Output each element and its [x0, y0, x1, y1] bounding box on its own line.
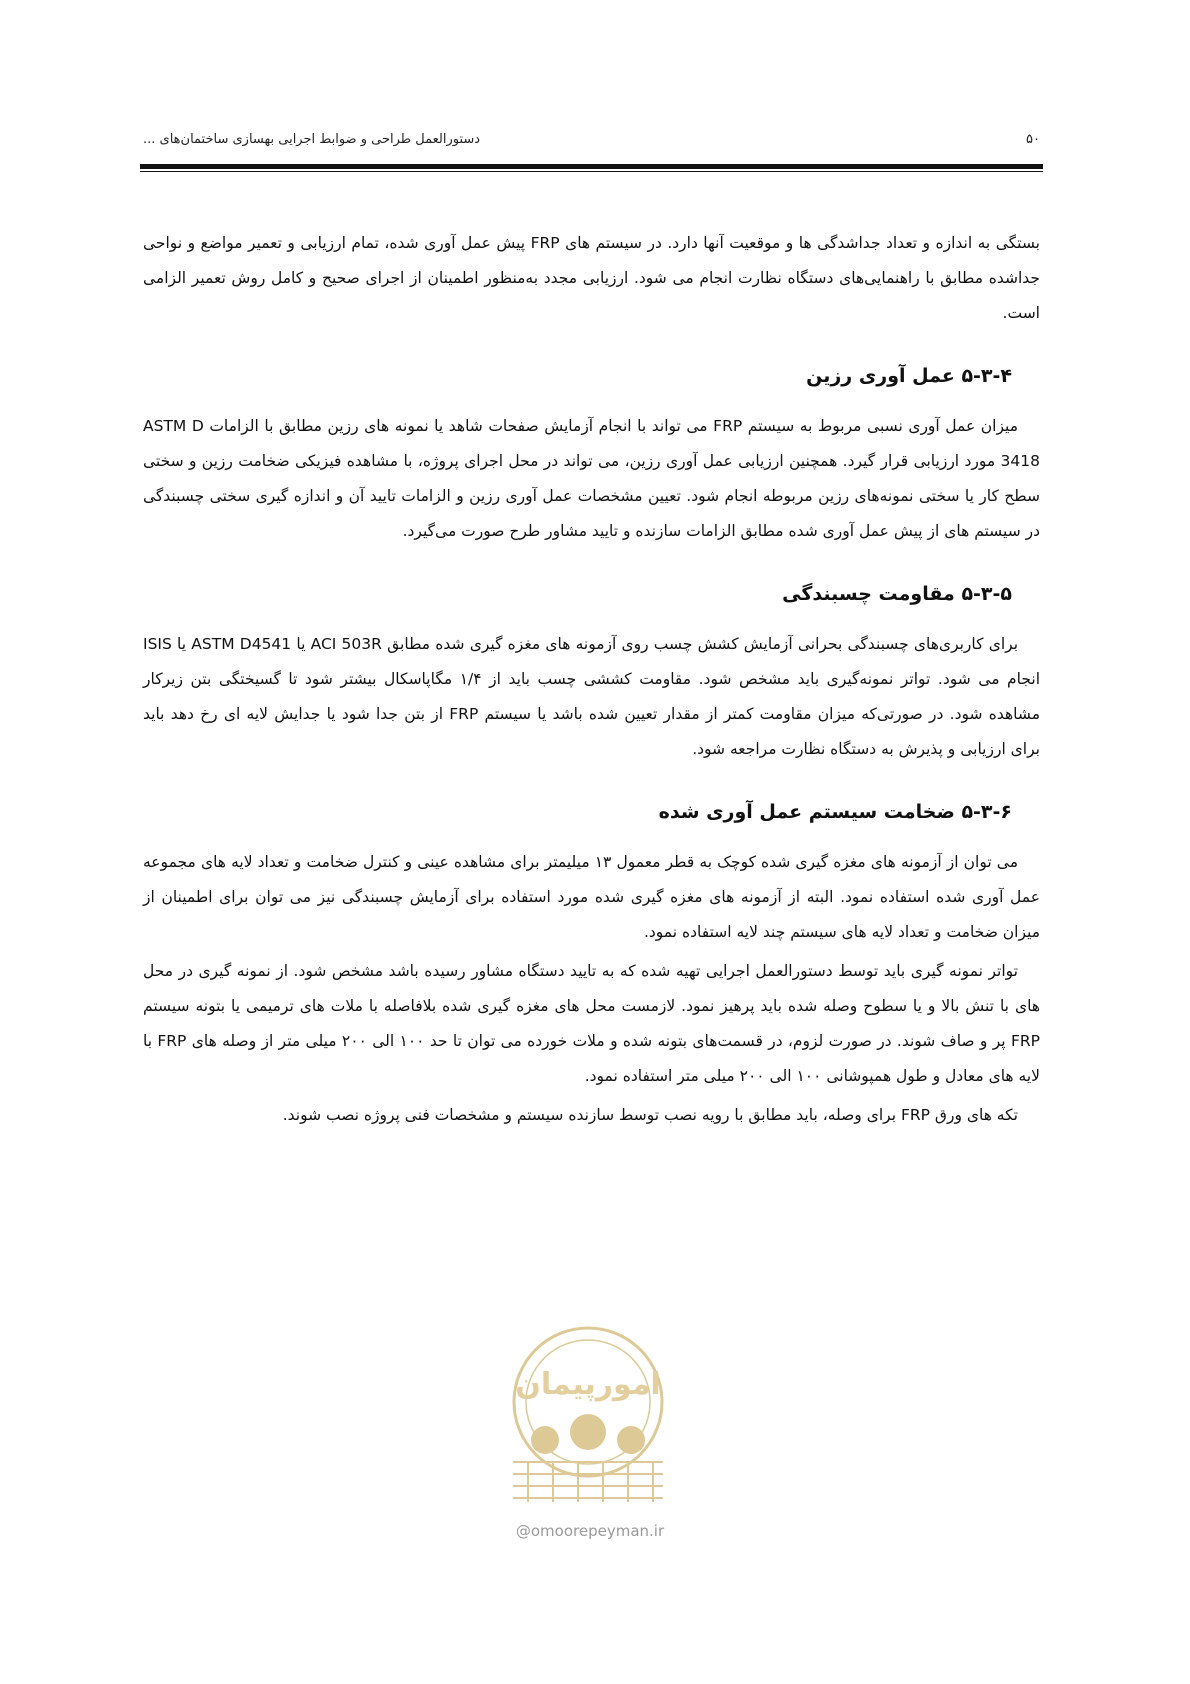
section-paragraph: می توان از آزمونه های مغزه گیری شده کوچک به قطر معمول ۱۳ میلیمتر برای مشاهده عینی و کنترل ضخامت و تعداد لایه های مجموعه عمل آوری شده استفاده نمود. البته از آزمونه های مغزه گیری شده مورد استفاده برای آزمایش چسبندگی نیز می توان برای اطمینان از میزان ضخامت و تعداد لایه های سیستم چند لایه استفاده نمود. [143, 853, 1040, 941]
section-paragraph: تکه های ورق FRP برای وصله، باید مطابق با رویه نصب توسط سازنده سیستم و مشخصات فنی پروژه نصب شوند. [282, 1106, 1018, 1124]
running-title: دستورالعمل طراحی و ضوابط اجرایی بهسازی ساختمان‌های ... [143, 132, 481, 147]
logo-text: امورپیمان [515, 1367, 661, 1402]
intro-paragraph: بستگی به اندازه و تعداد جداشدگی ها و موقعیت آنها دارد. در سیستم های FRP پیش عمل آوری شده، تمام ارزیابی و تعمیر مواضع و نواحی جداشده مطابق با راهنمایی‌های دستگاه نظارت انجام می شود. ارزیابی مجدد به‌منظور اطمینان از اجرای صحیح و کامل روش تعمیر الزامی است. [143, 234, 1040, 322]
section-paragraph: میزان عمل آوری نسبی مربوط به سیستم FRP می تواند با انجام آزمایش صفحات شاهد یا نمونه های رزین مطابق با الزامات ASTM D 3418 مورد ارزیابی قرار گیرد. همچنین ارزیابی عمل آوری رزین، می تواند در محل اجرای پروژه، با مشاهده فیزیکی ضخامت رزین و سختی سطح کار یا سختی نمونه‌های رزین مربوطه انجام شود. تعیین مشخصات عمل آوری رزین و الزامات تایید آن و اندازه گیری سختی چسبندگی در سیستم های از پیش عمل آوری شده مطابق الزامات سازنده و تایید مشاور طرح صورت می‌گیرد. [143, 417, 1040, 540]
section-heading: ۵-۳-۶ ضخامت سیستم عمل آوری شده [658, 801, 1012, 823]
section-bond-strength [143, 577, 1040, 767]
page-header [143, 132, 1040, 152]
section-paragraph: تواتر نمونه گیری باید توسط دستورالعمل اجرایی تهیه شده که به تایید دستگاه مشاور رسیده باشد مشخص شود. از نمونه گیری در محل های با تنش بالا و یا سطوح وصله شده باید پرهیز نمود. لازمست محل های مغزه گیری شده بلافاصله با ملات های ترمیمی یا بتونه سیستم FRP پر و صاف شوند. در صورت لزوم، در قسمت‌های بتونه شده و ملات خورده می توان تا حد ۱۰۰ الی ۲۰۰ میلی متر از وصله های FRP با لایه های معادل و طول همپوشانی ۱۰۰ الی ۲۰۰ میلی متر استفاده نمود. [143, 962, 1040, 1085]
section-cured-thickness [143, 795, 1040, 1133]
header-rule-thin [140, 171, 1043, 172]
section-paragraph: برای کاربری‌های چسبندگی بحرانی آزمایش کشش چسب روی آزمونه های مغزه گیری شده مطابق ACI 503R یا ASTM D4541 یا ISIS انجام می شود. تواتر نمونه‌گیری باید مشخص شود. مقاومت کششی چسب باید از ۱/۴ مگاپاسکال بیشتر شود تا گسیختگی بتن زیرکار مشاهده شود. در صورتی‌که میزان مقاومت کمتر از مقدار تعیین شده باشد یا سیستم FRP از بتن جدا شود یا جدایش لایه ای رخ دهد باید برای ارزیابی و پذیرش به دستگاه نظارت مراجعه شود. [143, 635, 1040, 758]
section-resin-curing [143, 359, 1040, 549]
watermark-logo [483, 1322, 693, 1512]
watermark-url: @omoorepeyman.ir [515, 1522, 665, 1540]
section-heading: ۵-۳-۵ مقاومت چسبندگی [782, 583, 1012, 605]
section-heading: ۵-۳-۴ عمل آوری رزین [806, 365, 1012, 387]
header-rule [140, 164, 1043, 169]
page-body [143, 226, 1040, 1133]
page-number: ۵۰ [1026, 132, 1040, 147]
